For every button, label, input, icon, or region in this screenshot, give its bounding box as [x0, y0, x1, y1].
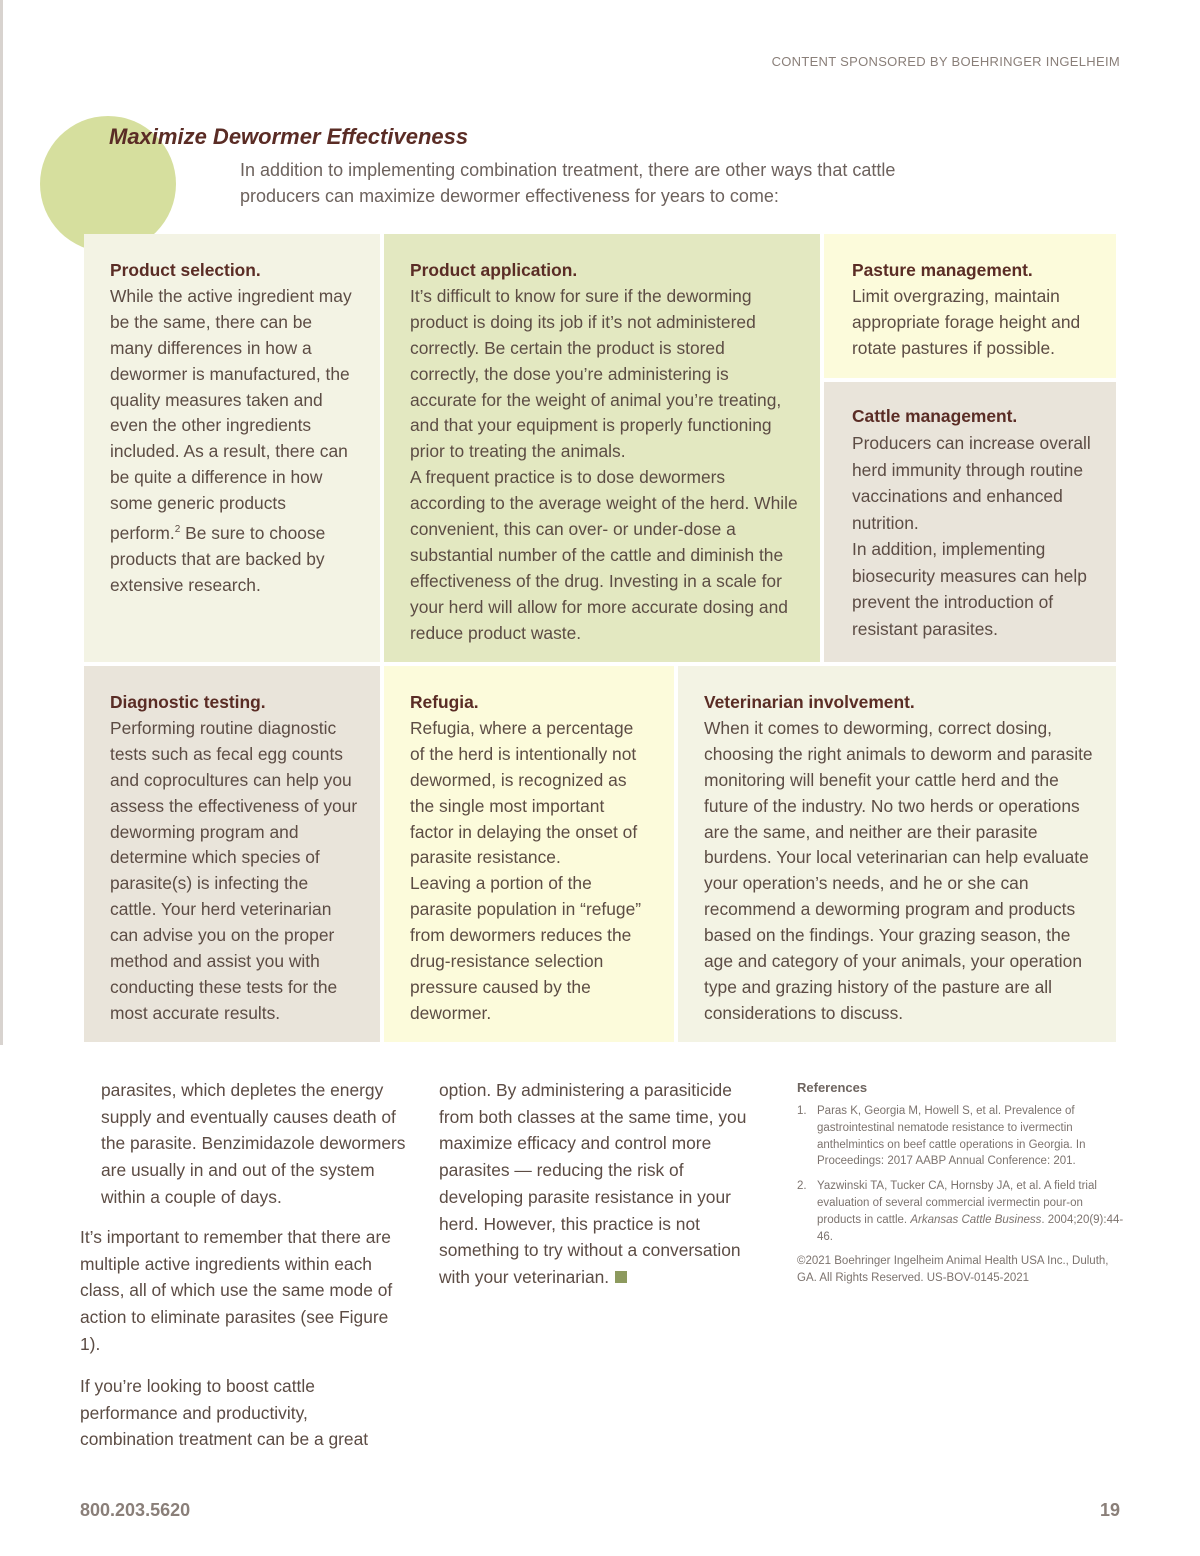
- box-product-application: [384, 234, 820, 662]
- box-title: Diagnostic testing.: [110, 692, 266, 712]
- box-product-selection: [84, 234, 380, 662]
- body-column-2: option. By administering a parasiticide from both classes at the same time, you maximize efficacy and control more parasites — reducing the risk of developing parasite resistance in your herd. However, this practice is not something to try without a conversation with your veterinarian.: [439, 1080, 747, 1287]
- box-body-2: In addition, implementing biosecurity measures can help prevent the introduction of resistant parasites.: [852, 539, 1087, 640]
- box-body: It’s difficult to know for sure if the deworming product is doing its job if it’s not administered correctly. Be certain the product is stored correctly, the dose you’re administering is accurate for the weight of animal you’re treating, and that your equipment is properly functioning prior to treating the animals.: [410, 285, 782, 462]
- body-column-1-para-2: It’s important to remember that there are multiple active ingredients within each class, all of which use the same mode of action to eliminate parasites (see Figure 1).: [80, 1227, 393, 1354]
- reference-item: 1. Paras K, Georgia M, Howell S, et al. Prevalence of gastrointestinal nematode resistance to ivermectin anthelmintics on beef cattle operations in Georgia. In Proceedings: 2017 AABP Annual Conference: 201.: [797, 1105, 1086, 1168]
- body-column-1-para-1: parasites, which depletes the energy supply and eventually causes death of the parasite. Benzimidazole dewormers are usually in and out of the system within a couple of days.: [101, 1080, 406, 1207]
- box-title: Pasture management.: [852, 260, 1033, 280]
- box-body: Refugia, where a percentage of the herd is intentionally not dewormed, is recognized as the single most important factor in delaying the onset of parasite resistance.: [410, 717, 638, 868]
- box-title: Product application.: [410, 260, 578, 280]
- box-title: Veterinarian involvement.: [704, 692, 915, 712]
- references-heading: References: [797, 1080, 868, 1095]
- body-column-1-para-3: If you’re looking to boost cattle performance and productivity, combination treatment can be a great: [80, 1376, 369, 1450]
- box-body: While the active ingredient may be the same, there can be many differences in how a dewormer is manufactured, the quality measures taken and even the other ingredients included. As a result, there can be quite a difference in how some generic products perform.$^2$ Be sure to choose products that are backed by extensive research.: [110, 285, 352, 595]
- end-mark-icon: [615, 1271, 627, 1283]
- box-title: Cattle management.: [852, 406, 1018, 426]
- box-body-2: Leaving a portion of the parasite population in “refuge” from dewormers reduces the drug-resistance selection pressure caused by the dewormer.: [410, 873, 642, 1023]
- box-body: When it comes to deworming, correct dosing, choosing the right animals to deworm and parasite monitoring will benefit your cattle herd and the future of the industry. No two herds or operations are the same, and neither are their parasite burdens. Your local veterinarian can help evaluate your operation’s needs, and he or she can recommend a deworming program and products based on the findings. Your grazing season, the age and category of your animals, your operation type and grazing history of the pasture are all considerations to discuss.: [704, 717, 1093, 1023]
- box-veterinarian-involvement: [678, 666, 1116, 1042]
- left-edge-rule: [0, 0, 3, 1045]
- page-number: 19: [1099, 1500, 1120, 1520]
- section-intro: In addition to implementing combination treatment, there are other ways that cattle producers can maximize dewormer effectiveness for years to come:: [240, 160, 896, 206]
- box-refugia: [384, 666, 674, 1042]
- box-title: Product selection.: [110, 260, 261, 280]
- box-body: Limit overgrazing, maintain appropriate forage height and rotate pastures if possible.: [852, 285, 1081, 358]
- box-cattle-management: [824, 382, 1116, 662]
- box-body-2: A frequent practice is to dose dewormers according to the average weight of the herd. While convenient, this can over- or under-dose a substantial number of the cattle and diminish the effectiveness of the drug. Investing in a scale for your herd will allow for more accurate dosing and reduce product waste.: [410, 467, 798, 643]
- reference-item: 2. Yazwinski TA, Tucker CA, Hornsby JA, et al. A field trial evaluation of several commercial ivermectin pour-on products in cattle. Arkansas Cattle Business. 2004;20(9):44-46.: [797, 1180, 1124, 1243]
- box-body: Performing routine diagnostic tests such as fecal egg counts and coprocultures can help you assess the effectiveness of your deworming program and determine which species of parasite(s) is infecting the cattle. Your herd veterinarian can advise you on the proper method and assist you with conducting these tests for the most accurate results.: [110, 717, 358, 1023]
- sponsor-header: CONTENT SPONSORED BY BOEHRINGER INGELHEIM: [771, 54, 1120, 69]
- section-title: Maximize Dewormer Effectiveness: [109, 124, 469, 149]
- box-diagnostic-testing: [84, 666, 380, 1042]
- box-title: Refugia.: [410, 692, 479, 712]
- box-body: Producers can increase overall herd immunity through routine vaccinations and enhanced nutrition.: [852, 432, 1091, 533]
- box-pasture-management: [824, 234, 1116, 378]
- footnote-ref[interactable]: 2: [174, 524, 181, 536]
- copyright-notice: ©2021 Boehringer Ingelheim Animal Health USA Inc., Duluth, GA. All Rights Reserved. US-BOV-0145-2021: [797, 1255, 1109, 1285]
- references-section: [797, 1080, 1127, 1287]
- footer-phone: 800.203.5620: [80, 1500, 191, 1520]
